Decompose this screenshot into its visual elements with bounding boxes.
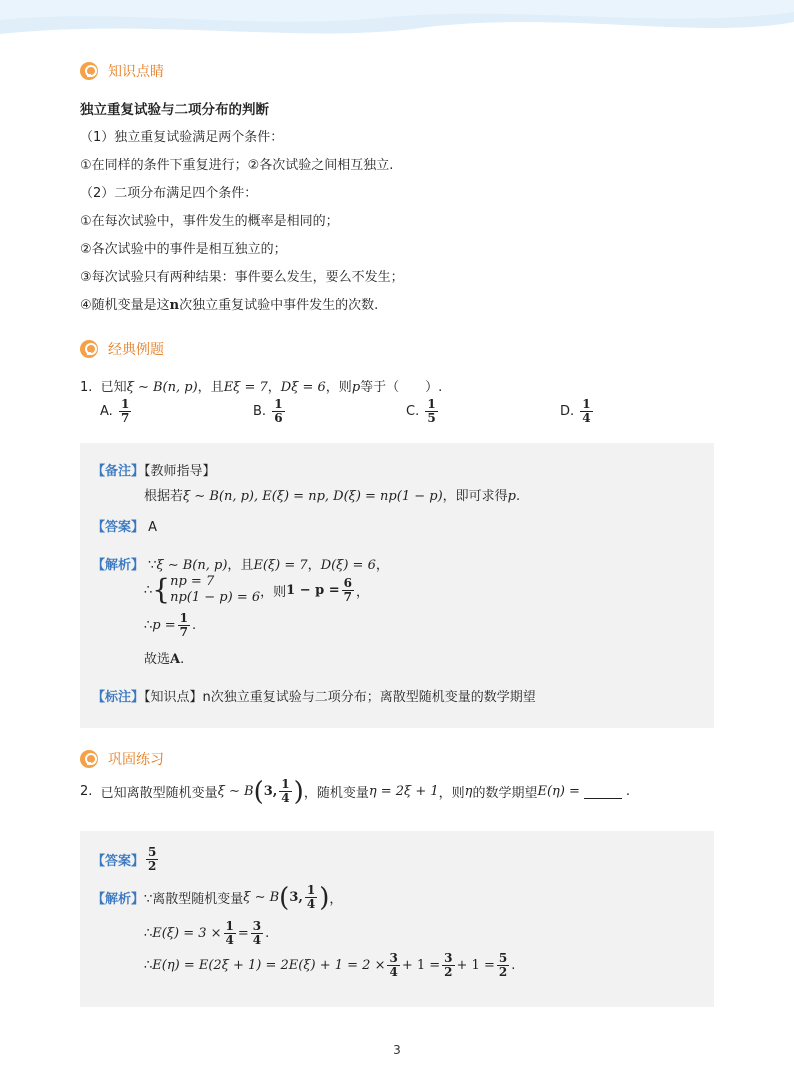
text: ， bbox=[375, 558, 389, 573]
denominator: 2 bbox=[444, 965, 453, 979]
numerator: 5 bbox=[498, 951, 508, 965]
text: ， bbox=[307, 558, 321, 573]
text: . bbox=[625, 784, 631, 799]
analysis-row-4 bbox=[144, 648, 184, 667]
math: + 1 = bbox=[456, 958, 495, 973]
math: D(ξ) = 6 bbox=[320, 558, 376, 573]
knowledge-line bbox=[80, 294, 378, 313]
therefore-symbol: ∴ bbox=[144, 958, 153, 973]
text: ，则 bbox=[260, 584, 287, 600]
section-header-knowledge bbox=[80, 60, 164, 82]
text: ， bbox=[267, 380, 281, 395]
math: ξ ∼ B bbox=[217, 784, 254, 799]
mark-row bbox=[92, 686, 536, 705]
math: E(η) = bbox=[537, 784, 580, 799]
knowledge-line: ②各次试验中的事件是相互独立的； bbox=[80, 242, 287, 257]
fraction bbox=[279, 778, 291, 805]
numerator: 1 bbox=[225, 919, 234, 933]
text: ，且 bbox=[197, 380, 224, 395]
fraction bbox=[224, 920, 236, 947]
solution-box-q2 bbox=[80, 831, 714, 1007]
text: ，则 bbox=[438, 786, 465, 801]
fraction bbox=[387, 952, 399, 979]
answer-tag: 【答案】 bbox=[92, 854, 145, 869]
numerator: 1 bbox=[427, 397, 436, 411]
paren-right: ) bbox=[319, 882, 330, 913]
answer-row bbox=[92, 846, 160, 873]
math: E(η) = E(2ξ + 1) = 2E(ξ) + 1 = 2 × bbox=[152, 958, 386, 973]
fraction bbox=[251, 920, 263, 947]
numerator: 3 bbox=[389, 951, 398, 965]
denominator: 6 bbox=[274, 411, 283, 425]
text: 已知离散型随机变量 bbox=[100, 786, 218, 801]
fraction bbox=[442, 952, 454, 979]
text: . bbox=[265, 926, 270, 941]
analysis-tag: 【解析】 bbox=[92, 892, 145, 907]
knowledge-line: （1）独立重复试验满足两个条件： bbox=[80, 130, 284, 145]
analysis-row-2 bbox=[144, 574, 369, 606]
note-content bbox=[144, 485, 520, 504]
note-title: 【教师指导】 bbox=[144, 464, 216, 479]
option-a[interactable] bbox=[100, 398, 133, 425]
answer-value: A bbox=[148, 520, 158, 535]
math: + 1 = bbox=[401, 958, 441, 973]
section-title: 知识点睛 bbox=[108, 64, 164, 80]
question-2-stem bbox=[80, 778, 630, 805]
paren-left: ( bbox=[253, 776, 264, 807]
denominator: 2 bbox=[498, 965, 508, 979]
mark-text: 【知识点】n次独立重复试验与二项分布；离散型随机变量的数学期望 bbox=[144, 690, 536, 705]
text: ， bbox=[329, 892, 343, 907]
knowledge-line: ①在每次试验中，事件发生的概率是相同的； bbox=[80, 214, 339, 229]
mark-tag: 【标注】 bbox=[92, 690, 145, 705]
knowledge-line: ③每次试验只有两种结果：事件要么发生，要么不发生； bbox=[80, 270, 404, 285]
text: ，随机变量 bbox=[303, 786, 369, 801]
math: E(ξ) = 3 × bbox=[152, 926, 222, 941]
question-number: 1. bbox=[80, 380, 93, 395]
numerator: 3 bbox=[252, 919, 262, 933]
note-row bbox=[92, 460, 216, 479]
section-title: 经典例题 bbox=[108, 342, 164, 358]
analysis-row-3 bbox=[144, 952, 515, 979]
equation: np = 7 bbox=[170, 574, 215, 589]
section-title: 巩固练习 bbox=[108, 752, 164, 768]
text: ，即可求得 bbox=[442, 489, 508, 504]
denominator: 4 bbox=[306, 897, 316, 911]
text: ∵ bbox=[148, 558, 157, 573]
denominator: 7 bbox=[179, 625, 188, 639]
question-number: 2. bbox=[80, 784, 93, 799]
answer-blank[interactable] bbox=[584, 785, 622, 799]
math: A bbox=[170, 652, 181, 667]
question-1-stem bbox=[80, 376, 442, 395]
numerator: 1 bbox=[274, 397, 283, 411]
note-tag: 【备注】 bbox=[92, 464, 145, 479]
therefore-symbol: ∴ bbox=[144, 618, 153, 633]
numerator: 1 bbox=[179, 611, 188, 625]
analysis-row-2 bbox=[144, 920, 269, 947]
paren-left: ( bbox=[279, 882, 290, 913]
text: . bbox=[180, 652, 185, 667]
fraction bbox=[178, 612, 190, 639]
fraction bbox=[580, 398, 592, 425]
analysis-row-1 bbox=[92, 884, 342, 911]
text: ④随机变量是这 bbox=[80, 298, 170, 313]
math: η = 2ξ + 1 bbox=[368, 784, 439, 799]
text: . bbox=[515, 489, 521, 504]
text: ，则 bbox=[325, 380, 352, 395]
fraction bbox=[272, 398, 284, 425]
numerator: 3 bbox=[444, 951, 453, 965]
text: 已知 bbox=[100, 380, 127, 395]
header-wave-banner bbox=[0, 0, 794, 52]
text: ， bbox=[356, 584, 370, 600]
page-number: 3 bbox=[393, 1043, 401, 1057]
analysis-row-3 bbox=[144, 612, 196, 639]
text: ∵离散型随机变量 bbox=[144, 892, 244, 907]
denominator: 7 bbox=[120, 411, 130, 425]
math: = bbox=[237, 926, 249, 941]
denominator: 2 bbox=[148, 859, 157, 873]
fraction bbox=[425, 398, 437, 425]
numerator: 1 bbox=[306, 883, 316, 897]
analysis-row-1 bbox=[92, 554, 389, 573]
math: n bbox=[169, 298, 180, 313]
numerator: 5 bbox=[148, 845, 157, 859]
equation-system bbox=[170, 574, 260, 606]
math: ξ ∼ B(n, p), E(ξ) = np, D(ξ) = np(1 − p) bbox=[183, 489, 443, 504]
option-d[interactable] bbox=[560, 398, 595, 425]
knowledge-line: （2）二项分布满足四个条件： bbox=[80, 186, 258, 201]
therefore-symbol: ∴ bbox=[144, 926, 153, 941]
lightbulb-icon bbox=[80, 62, 98, 80]
text: 等于（ ）. bbox=[360, 380, 443, 395]
therefore-symbol: ∴ bbox=[144, 582, 153, 598]
text: 的数学期望 bbox=[472, 786, 538, 801]
fraction bbox=[146, 846, 158, 873]
fraction bbox=[497, 952, 509, 979]
math: 3, bbox=[263, 784, 278, 799]
text: 故选 bbox=[144, 652, 171, 667]
text: . bbox=[511, 958, 516, 973]
option-label: A. bbox=[100, 404, 113, 419]
denominator: 7 bbox=[343, 589, 353, 604]
equation: np(1 − p) = 6 bbox=[170, 590, 261, 605]
answer-tag: 【答案】 bbox=[92, 520, 145, 535]
math: E(ξ) = 7 bbox=[253, 558, 308, 573]
paren-right: ) bbox=[293, 776, 304, 807]
math: 3, bbox=[289, 890, 303, 905]
math: p = bbox=[152, 618, 176, 633]
numerator: 1 bbox=[120, 397, 130, 411]
knowledge-line: ①在同样的条件下重复进行；②各次试验之间相互独立. bbox=[80, 158, 394, 173]
denominator: 4 bbox=[281, 791, 290, 805]
option-c[interactable] bbox=[406, 398, 440, 425]
text: 根据若 bbox=[144, 489, 184, 504]
lightbulb-icon bbox=[80, 340, 98, 358]
knowledge-title: 独立重复试验与二项分布的判断 bbox=[80, 102, 269, 118]
text: ，且 bbox=[227, 558, 254, 573]
denominator: 4 bbox=[252, 933, 262, 947]
math: 1 − p = bbox=[286, 582, 340, 598]
math: Eξ = 7 bbox=[223, 380, 268, 395]
denominator: 4 bbox=[225, 933, 234, 947]
option-b[interactable] bbox=[253, 398, 287, 425]
text: 次独立重复试验中事件发生的次数. bbox=[179, 298, 379, 313]
math: Dξ = 6 bbox=[280, 380, 326, 395]
math: p bbox=[507, 489, 516, 504]
fraction bbox=[342, 577, 354, 604]
lightbulb-icon bbox=[80, 750, 98, 768]
answer-row bbox=[92, 516, 157, 535]
denominator: 4 bbox=[389, 965, 398, 979]
section-header-practice bbox=[80, 748, 164, 770]
text: . bbox=[192, 618, 197, 633]
analysis-tag: 【解析】 bbox=[92, 558, 145, 573]
numerator: 1 bbox=[281, 777, 290, 791]
section-header-examples bbox=[80, 338, 164, 360]
math: ξ ∼ B(n, p) bbox=[156, 558, 228, 573]
denominator: 4 bbox=[582, 411, 591, 425]
option-label: C. bbox=[406, 404, 420, 419]
math: ξ ∼ B bbox=[243, 890, 280, 905]
math: ξ ∼ B(n, p) bbox=[126, 380, 198, 395]
numerator: 6 bbox=[343, 575, 353, 590]
option-label: B. bbox=[253, 404, 267, 419]
option-label: D. bbox=[560, 404, 575, 419]
math: η bbox=[464, 784, 473, 799]
fraction bbox=[119, 398, 131, 425]
math: p bbox=[351, 380, 361, 395]
denominator: 5 bbox=[427, 411, 436, 425]
fraction bbox=[305, 884, 317, 911]
numerator: 1 bbox=[582, 397, 591, 411]
brace-symbol: { bbox=[152, 573, 171, 606]
